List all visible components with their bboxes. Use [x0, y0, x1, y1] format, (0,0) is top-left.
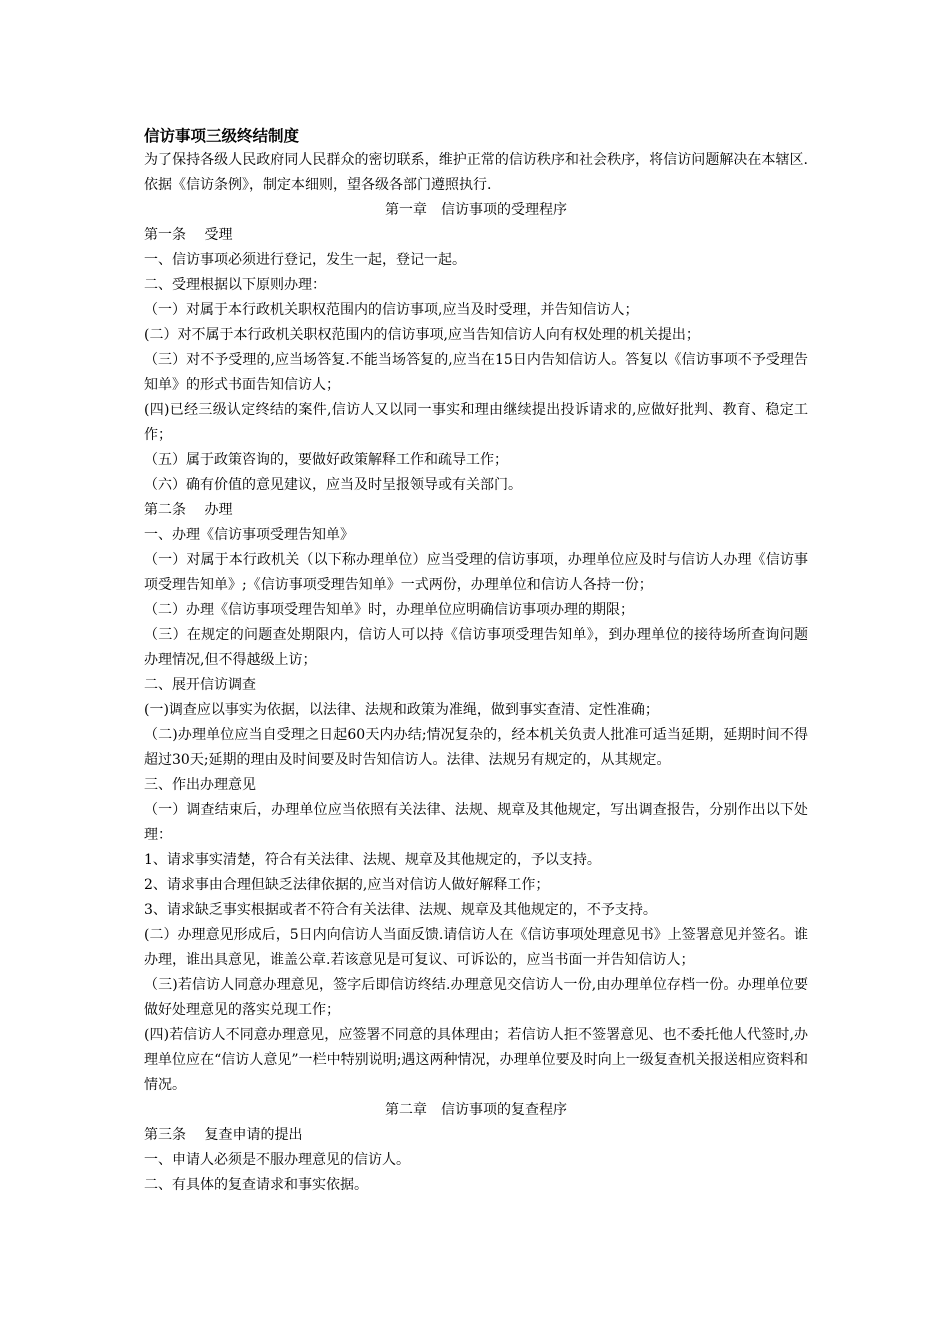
paragraph: (一)调查应以事实为依据，以法律、法规和政策为准绳，做到事实查清、定性准确； [144, 702, 659, 718]
paragraph: (四)已经三级认定终结的案件,信访人又以同一事实和理由继续提出投诉请求的,应做好批判、教育、稳定工作； [144, 402, 808, 443]
paragraph: （一）对属于本行政机关职权范围内的信访事项,应当及时受理，并告知信访人； [144, 302, 639, 318]
paragraph: （二）办理《信访事项受理告知单》时，办理单位应明确信访事项办理的期限； [144, 602, 634, 618]
paragraph: （一）调查结束后，办理单位应当依照有关法律、法规、规章及其他规定，写出调查报告，分别作出以下处理： [144, 802, 808, 843]
paragraph: （三）在规定的问题查处期限内，信访人可以持《信访事项受理告知单》，到办理单位的接待场所查询问题办理情况,但不得越级上访； [144, 627, 808, 668]
paragraph: (二）办理意见形成后，5日内向信访人当面反馈.请信访人在《信访事项处理意见书》上签署意见并签名。谁办理，谁出具意见，谁盖公章.若该意见是可复议、可诉讼的，应当书面一并告知信访人； [144, 927, 808, 968]
paragraph: 二、有具体的复查请求和事实依据。 [144, 1177, 368, 1193]
paragraph: 1、请求事实清楚，符合有关法律、法规、规章及其他规定的，予以支持。 [144, 852, 601, 868]
document-page [144, 124, 808, 1198]
chapter-heading: 第二章 信访事项的复查程序 [385, 1102, 567, 1118]
paragraph: 2、请求事由合理但缺乏法律依据的,应当对信访人做好解释工作； [144, 877, 550, 893]
paragraph: 二、受理根据以下原则办理： [144, 277, 326, 293]
paragraph: 3、请求缺乏事实根据或者不符合有关法律、法规、规章及其他规定的，不予支持。 [144, 902, 657, 918]
paragraph: 三、作出办理意见 [144, 777, 256, 793]
paragraph: (四)若信访人不同意办理意见，应签署不同意的具体理由；若信访人拒不签署意见、也不委托他人代签时,办理单位应在“信访人意见”一栏中特别说明;遇这两种情况，办理单位要及时向上一级复查机关报送相应资料和情况。 [144, 1027, 808, 1093]
paragraph: （三）对不予受理的,应当场答复.不能当场答复的,应当在15日内告知信访人。答复以《信访事项不予受理告知单》的形式书面告知信访人； [144, 352, 808, 393]
article-heading: 第二条 办理 [144, 502, 233, 518]
paragraph: （五）属于政策咨询的，要做好政策解释工作和疏导工作； [144, 452, 508, 468]
document-title: 信访事项三级终结制度 [144, 127, 300, 145]
paragraph: (二）对不属于本行政机关职权范围内的信访事项,应当告知信访人向有权处理的机关提出； [144, 327, 700, 343]
article-heading: 第一条 受理 [144, 227, 233, 243]
article-heading: 第三条 复查申请的提出 [144, 1127, 303, 1143]
paragraph: （二)办理单位应当自受理之日起60天内办结;情况复杂的，经本机关负责人批准可适当延期，延期时间不得超过30天;延期的理由及时间要及时告知信访人。法律、法规另有规定的，从其规定。 [144, 727, 808, 768]
paragraph: （一）对属于本行政机关（以下称办理单位）应当受理的信访事项，办理单位应及时与信访人办理《信访事项受理告知单》;《信访事项受理告知单》一式两份，办理单位和信访人各持一份； [144, 552, 808, 593]
paragraph: 一、申请人必须是不服办理意见的信访人。 [144, 1152, 410, 1168]
paragraph: （三)若信访人同意办理意见，签字后即信访终结.办理意见交信访人一份,由办理单位存档一份。办理单位要做好处理意见的落实兑现工作； [144, 977, 808, 1018]
paragraph: 二、展开信访调查 [144, 677, 256, 693]
paragraph: 为了保持各级人民政府同人民群众的密切联系，维护正常的信访秩序和社会秩序，将信访问题解决在本辖区.依据《信访条例》，制定本细则，望各级各部门遵照执行. [144, 152, 808, 193]
chapter-heading: 第一章 信访事项的受理程序 [385, 202, 567, 218]
paragraph: 一、信访事项必须进行登记，发生一起，登记一起。 [144, 252, 466, 268]
paragraph: （六）确有价值的意见建议，应当及时呈报领导或有关部门。 [144, 477, 522, 493]
document-body [144, 148, 808, 1198]
paragraph: 一、办理《信访事项受理告知单》 [144, 527, 354, 543]
